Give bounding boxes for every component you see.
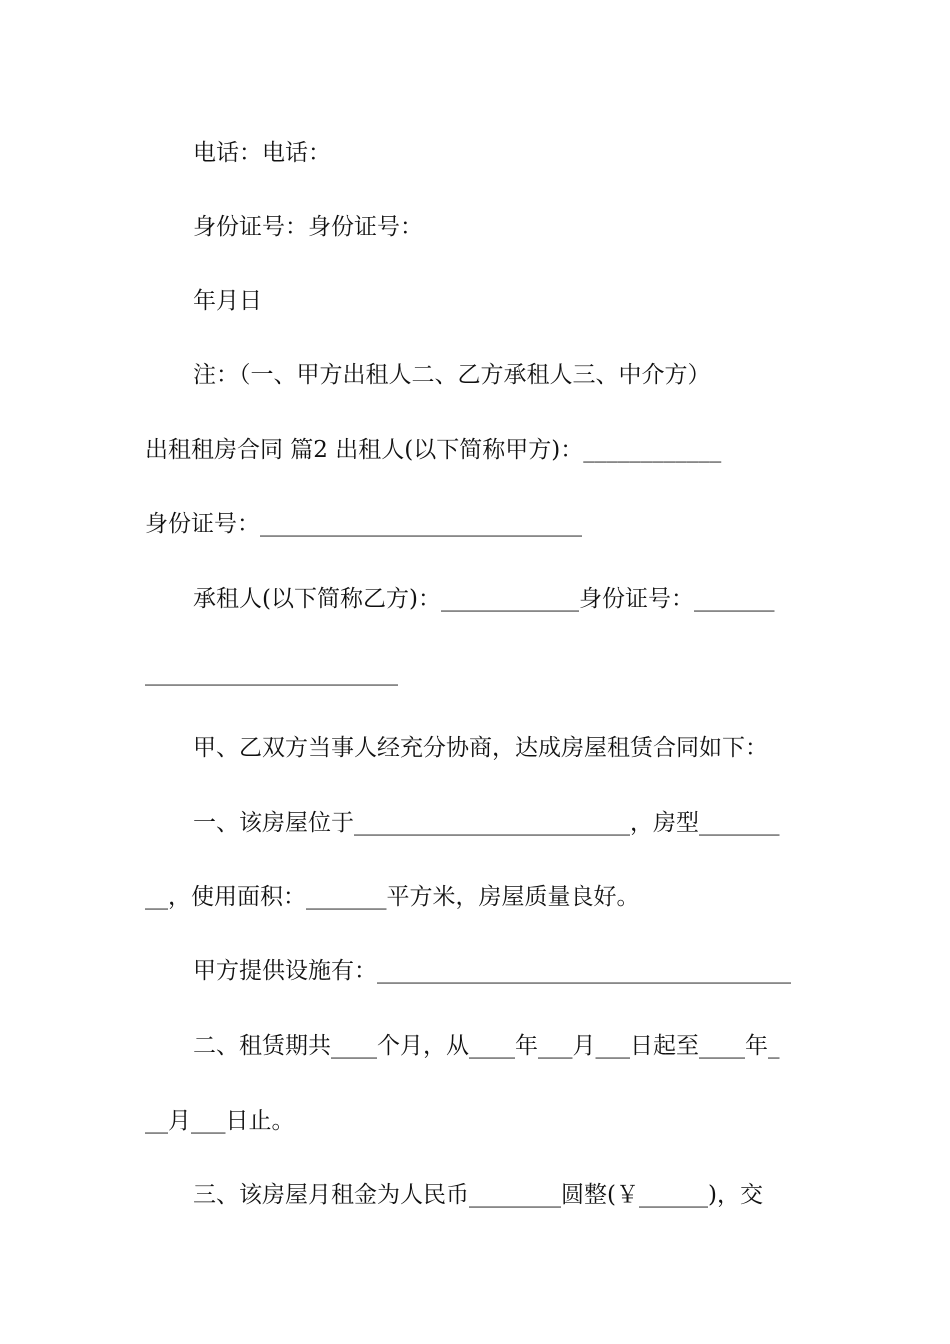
lessee-id-continuation-line: ______________________ [145, 660, 398, 686]
date-line: 年月日 [193, 288, 262, 314]
clause-1-line: 一、该房屋位于________________________，房型_______ [193, 810, 780, 836]
clause-2-line: 二、租赁期共____个月，从____年___月___日起至____年_ [193, 1033, 780, 1059]
contract-title-lessor-line: 出租租房合同 篇2 出租人(以下简称甲方)：____________ [145, 437, 722, 463]
note-line: 注：（一、甲方出租人二、乙方承租人三、中介方） [193, 362, 711, 388]
clause-3-line: 三、该房屋月租金为人民币________圆整(￥______)，交 [193, 1182, 763, 1208]
agreement-intro-line: 甲、乙双方当事人经充分协商，达成房屋租赁合同如下： [193, 735, 768, 761]
id-number-line: 身份证号：身份证号： [193, 214, 423, 240]
lessee-line: 承租人(以下简称乙方)：____________身份证号：_______ [193, 586, 775, 612]
phone-line: 电话：电话： [193, 140, 331, 166]
lessor-id-line: 身份证号：____________________________ [145, 511, 582, 537]
clause-2-continuation-line: __月___日止。 [145, 1108, 295, 1134]
facilities-line: 甲方提供设施有：____________________________________ [193, 958, 791, 984]
clause-1-continuation-line: __，使用面积：_______平方米，房屋质量良好。 [145, 884, 640, 910]
